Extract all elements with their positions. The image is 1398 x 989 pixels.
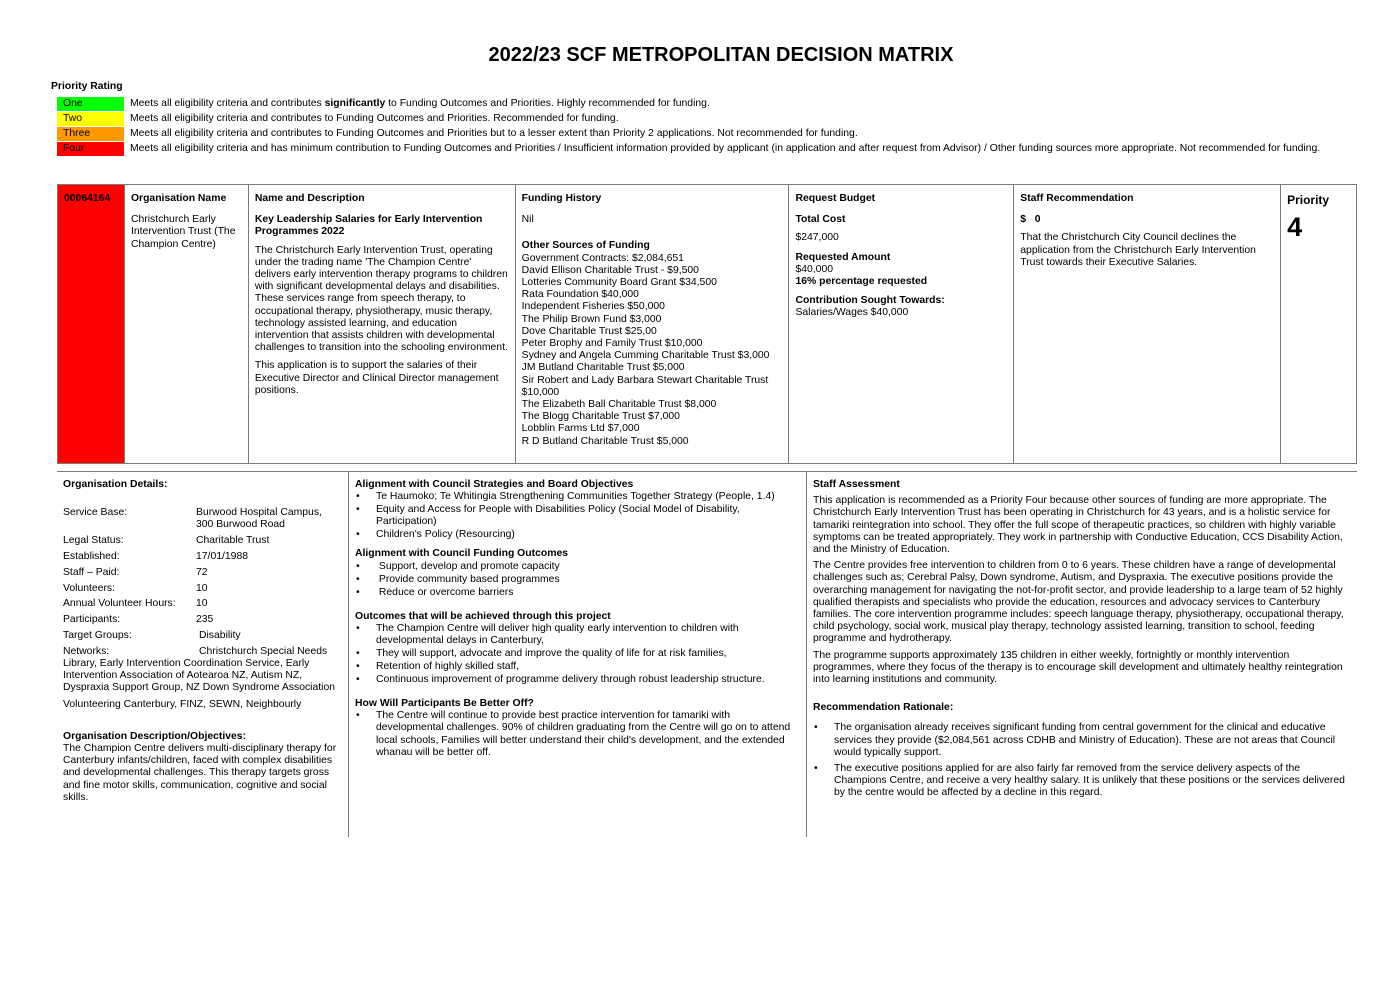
detail-row xyxy=(63,535,342,547)
priority-rating-heading: Priority Rating xyxy=(51,81,123,92)
assessment-paragraph: This application is recommended as a Priority Four because other sources of funding are more appropriate. The Christchurch Early Intervention Trust has been operating in Christchurch for 43 years, and is a holistic service for tamariki reintegration into school. They offer the full scope of therapeutic practices, so children with highly variable symptoms can be treated appropriately. They work in partnership with Conductive Education, CCS Disability Action, and the Ministry of Education. xyxy=(813,495,1343,556)
priority-cell xyxy=(1281,185,1356,463)
priority-description: Meets all eligibility criteria and contributes significantly to Funding Outcomes and Priorities. Highly recommended for funding. xyxy=(130,97,710,109)
priority-swatch: Two xyxy=(57,112,124,126)
rationale-heading: Recommendation Rationale: xyxy=(813,702,954,714)
detail-value: 235 xyxy=(196,614,214,626)
networks xyxy=(63,646,342,695)
detail-label: Target Groups: xyxy=(63,629,132,641)
priority-swatch: Three xyxy=(57,127,124,141)
detail-value: 10 xyxy=(196,582,208,594)
list-item: R D Butland Charitable Trust $5,000 xyxy=(521,435,689,447)
organisation-name-cell xyxy=(125,185,249,463)
detail-label: Service Base: xyxy=(63,507,128,519)
list-item: Lotteries Community Board Grant $34,500 xyxy=(521,277,717,289)
funding-history-header: Funding History xyxy=(521,193,602,204)
list-item: JM Butland Charitable Trust $5,000 xyxy=(521,362,685,374)
better-off-heading: How Will Participants Be Better Off? xyxy=(355,698,534,710)
details-section xyxy=(57,471,1357,837)
strategies-list xyxy=(355,491,800,541)
list-item: • Children's Policy (Resourcing) xyxy=(355,529,800,541)
funding-outcomes-heading: Alignment with Council Funding Outcomes xyxy=(355,548,568,560)
list-item: Sydney and Angela Cumming Charitable Trust $3,000 xyxy=(521,350,770,362)
requested-amount-value: $40,000 xyxy=(795,263,833,275)
staff-recommended-amount: $ 0 xyxy=(1020,214,1041,226)
detail-value: Burwood Hospital Campus, 300 Burwood Road xyxy=(196,507,322,531)
list-item: David Ellison Charitable Trust - $9,500 xyxy=(521,264,699,276)
name-description-header: Name and Description xyxy=(254,193,365,204)
assessment-paragraph: The programme supports approximately 135 children in either weekly, fortnightly or monthly intervention programmes, where they focus of the therapy is to encourage skill development and ultimately healthy reintegration into learning institutions and community. xyxy=(813,649,1343,686)
list-item: • Te Haumoko; Te Whitingia Strengthening Communities Together Strategy (People, 1.4) xyxy=(355,491,800,503)
detail-value: 72 xyxy=(196,566,208,578)
detail-label: Legal Status: xyxy=(63,535,124,547)
request-budget-cell xyxy=(789,185,1014,463)
organisation-details-heading: Organisation Details: xyxy=(63,479,168,490)
detail-row xyxy=(63,598,342,610)
priority-level-four xyxy=(57,142,1320,156)
contribution-label: Contribution Sought Towards: xyxy=(795,295,945,307)
rationale-list xyxy=(813,722,1351,799)
detail-value: Disability xyxy=(199,629,241,641)
list-item: • Provide community based programmes xyxy=(355,574,800,586)
priority-level-one xyxy=(57,97,710,111)
detail-row xyxy=(63,630,342,642)
list-item: • Retention of highly skilled staff, xyxy=(355,661,800,673)
better-off-list xyxy=(355,710,800,759)
list-item: Dove Charitable Trust $25,00 xyxy=(521,325,657,337)
list-item: • Equity and Access for People with Disabilities Policy (Social Model of Disability, Participation) xyxy=(355,504,800,528)
staff-recommendation-header: Staff Recommendation xyxy=(1020,193,1134,204)
priority-level-two xyxy=(57,112,619,126)
total-cost-value: $247,000 xyxy=(795,232,839,244)
priority-swatch: Four xyxy=(57,142,124,156)
application-id: 00064164 xyxy=(64,193,111,204)
detail-value: 10 xyxy=(196,598,208,610)
other-sources-list xyxy=(522,253,783,448)
priority-description: Meets all eligibility criteria and contributes to Funding Outcomes and Priorities. Recommended for funding. xyxy=(130,112,619,124)
list-item: • Support, develop and promote capacity xyxy=(355,561,800,573)
list-item: • Reduce or overcome barriers xyxy=(355,587,800,599)
request-budget-header: Request Budget xyxy=(795,193,876,204)
list-item: • The organisation already receives significant funding from central government for the clinical and educative services they provide ($2,084,561 across CDHB and Ministry of Education). These are not areas that Council would typically support. xyxy=(813,722,1351,759)
detail-label: Volunteers: xyxy=(63,582,115,594)
strategies-heading: Alignment with Council Strategies and Board Objectives xyxy=(355,479,634,490)
total-cost-label: Total Cost xyxy=(795,214,846,226)
networks-more: Volunteering Canterbury, FINZ, SEWN, Neighbourly xyxy=(63,698,302,710)
detail-value: 17/01/1988 xyxy=(196,551,249,562)
list-item: • They will support, advocate and improve the quality of life for at risk families, xyxy=(355,648,800,660)
organisation-description-heading: Organisation Description/Objectives: xyxy=(63,730,247,742)
organisation-name: Christchurch Early Intervention Trust (The Champion Centre) xyxy=(130,214,236,250)
detail-label: Annual Volunteer Hours: xyxy=(63,598,176,610)
application-table xyxy=(57,184,1357,464)
list-item: Independent Fisheries $50,000 xyxy=(521,301,665,313)
list-item: • The Centre will continue to provide best practice intervention for tamariki with developmental challenges. 90% of children graduating from the Centre will go on to attend local schools, Families will better understand their child's development, and the extended whanau will be better off. xyxy=(355,710,800,759)
priority-value: 4 xyxy=(1287,212,1303,243)
project-title: Key Leadership Salaries for Early Intervention Programmes 2022 xyxy=(254,214,483,238)
assessment-paragraph: The Centre provides free intervention to children from 0 to 6 years. These children have a range of developmental challenges such as; Cerebral Palsy, Down syndrome, Autism, and Dyspraxia. The executive positions provide the overarching management for navigating the not-for-profit sector, and provide leadership to a large team of 52 highly qualified therapists and specialists who provide the education, resources and advocacy services to Canterbury families. The core intervention programme includes: speech language therapy, physiotherapy, occupational therapy, child psychology, social work, musical play therapy, technology assisted learning, transition to school, feeding programme and hydrotherapy. xyxy=(813,560,1344,645)
organisation-description: The Champion Centre delivers multi-disciplinary therapy for Canterbury infants/children, faced with complex disabilities and developmental challenges. This therapy targets gross and fine motor skills, communication, cognitive and social skills. xyxy=(63,743,337,803)
list-item: The Philip Brown Fund $3,000 xyxy=(521,313,662,325)
organisation-name-header: Organisation Name xyxy=(130,193,227,204)
networks-first: Christchurch Special Needs xyxy=(199,645,328,657)
detail-row xyxy=(63,507,342,531)
funding-history-value: Nil xyxy=(521,214,534,226)
page-title: 2022/23 SCF METROPOLITAN DECISION MATRIX xyxy=(488,44,954,66)
list-item: The Blogg Charitable Trust $7,000 xyxy=(521,411,680,423)
project-outcomes-list xyxy=(355,623,800,686)
other-sources-header: Other Sources of Funding xyxy=(521,240,650,252)
list-item: Peter Brophy and Family Trust $10,000 xyxy=(521,338,703,350)
detail-label: Participants: xyxy=(63,614,121,626)
list-item: Government Contracts: $2,084,651 xyxy=(521,252,684,264)
priority-swatch: One xyxy=(57,97,124,111)
project-purpose: This application is to support the salaries of their Executive Director and Clinical Director management positions. xyxy=(254,360,499,396)
detail-label: Established: xyxy=(63,551,120,562)
list-item: Lobblin Farms Ltd $7,000 xyxy=(521,423,640,435)
organisation-details-panel xyxy=(57,472,349,837)
priority-level-three xyxy=(57,127,858,141)
contribution-value: Salaries/Wages $40,000 xyxy=(795,307,909,319)
list-item: Rata Foundation $40,000 xyxy=(521,289,639,301)
networks-label: Networks: xyxy=(63,645,110,657)
staff-assessment-panel xyxy=(807,472,1357,837)
detail-row xyxy=(63,583,342,595)
funding-history-cell xyxy=(516,185,790,463)
priority-description: Meets all eligibility criteria and contributes to Funding Outcomes and Priorities but to a lesser extent than Priority 2 applications. Not recommended for funding. xyxy=(130,127,858,139)
project-description: The Christchurch Early Intervention Trust, operating under the trading name 'The Champion Centre' delivers early intervention therapy programs to children with significant developmental delays and disabilities. These services range from speech therapy, to occupational therapy, physiotherapy, music therapy, technology assisted learning, and education intervention that assists children with developmental challenges to transition into the schooling environment. xyxy=(254,244,508,354)
detail-value: Charitable Trust xyxy=(196,535,270,547)
list-item: • Continuous improvement of programme delivery through robust leadership structure. xyxy=(355,674,800,686)
list-item: The Elizabeth Ball Charitable Trust $8,000 xyxy=(521,399,717,411)
staff-recommendation-text: That the Christchurch City Council declines the application from the Christchurch Early Intervention Trust towards their Executive Salaries. xyxy=(1020,232,1256,268)
staff-recommendation-cell xyxy=(1014,185,1281,463)
requested-amount-label: Requested Amount xyxy=(795,251,891,263)
project-outcomes-heading: Outcomes that will be achieved through this project xyxy=(355,610,611,622)
detail-row xyxy=(63,551,342,563)
detail-row xyxy=(63,567,342,579)
detail-label: Staff – Paid: xyxy=(63,566,120,578)
priority-header: Priority xyxy=(1287,193,1330,207)
list-item: • The executive positions applied for are also fairly far removed from the service delivery aspects of the Champions Centre, and receive a very healthy salary. It is unlikely that these positions or the services delivered by the centre would be affected by a decline in this regard. xyxy=(813,763,1351,800)
alignment-panel xyxy=(349,472,807,837)
requested-percentage: 16% percentage requested xyxy=(795,276,928,288)
networks-rest: Library, Early Intervention Coordination Service, Early Intervention Association of Aotearoa NZ, Autism NZ, Dyspraxia Support Group, NZ Down Syndrome Association xyxy=(63,657,336,694)
funding-outcomes-list xyxy=(355,561,800,599)
priority-description: Meets all eligibility criteria and has minimum contribution to Funding Outcomes and Priorities / Insufficient information provided by applicant (in application and after request from Advisor) / Other funding sources more appropriate. Not recommended for funding. xyxy=(130,142,1321,154)
detail-row xyxy=(63,614,342,626)
name-description-cell xyxy=(249,185,516,463)
application-id-cell xyxy=(58,185,125,463)
list-item: Sir Robert and Lady Barbara Stewart Charitable Trust $10,000 xyxy=(521,374,769,398)
list-item: • The Champion Centre will deliver high quality early intervention to children with developmental delays in Canterbury, xyxy=(355,623,800,647)
staff-assessment-heading: Staff Assessment xyxy=(813,479,900,490)
